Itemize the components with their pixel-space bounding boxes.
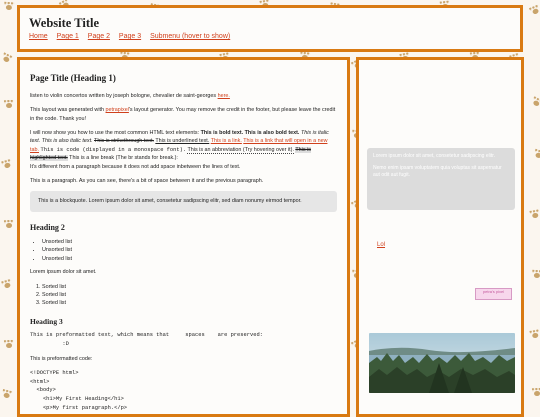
code-text: This is code (displayed in a monospace font). <box>40 146 187 153</box>
credit-text-pre: This layout was generated with <box>30 107 106 114</box>
credit-paragraph <box>30 106 337 123</box>
sidebar-info-box <box>367 148 515 210</box>
violin-link[interactable]: here. <box>217 92 230 99</box>
list-item: 2. Sorted list <box>42 291 337 299</box>
sidebar-box-text-2: Nemo enim ipsam voluptatem quia voluptas sit aspernatur aut odit aut fugit. <box>373 165 502 178</box>
after-break-text: It's different from a paragraph because it does not add space inbetween the lines of text. <box>30 163 241 170</box>
paw-print-icon <box>4 340 14 348</box>
nav-submenu-link[interactable]: Submenu (hover to show) <box>150 33 231 40</box>
paw-print-icon <box>529 4 540 15</box>
paw-print-icon <box>1 52 13 64</box>
landscape-image-svg <box>369 333 515 393</box>
sidebar-box-text-1: Lorem ipsum dolor sit amet, consetetur sadipscing elitr. <box>373 153 495 159</box>
petrapixel-link[interactable]: petrapixel <box>105 107 129 114</box>
nav-home-link[interactable]: Home <box>29 33 48 40</box>
paw-print-icon <box>529 209 540 219</box>
strikethrough-text: This is strikethrough text. <box>94 138 154 145</box>
also-bold-text: This is also bold text. <box>244 130 300 137</box>
also-italic-text: This is also italic text. <box>41 138 93 145</box>
paw-print-icon <box>4 100 14 108</box>
paw-print-icon <box>533 149 540 160</box>
paw-print-icon <box>1 389 13 399</box>
credit-text-post: 's layout generator. You may remove the credit in the footer, but please leave the credit in the code. Thank you! <box>30 107 336 122</box>
site-header <box>17 5 523 52</box>
paw-print-icon <box>1 159 13 169</box>
lorem-text: Lorem ipsum dolor sit amet. <box>30 269 97 276</box>
blockquote: This is a blockquote. Lorem ipsum dolor sit amet, consetetur sadipscing elitr, sed diam nonumy eirmod tempor. <box>30 191 337 211</box>
sidebar-link[interactable]: Lol <box>377 242 386 248</box>
sidebar <box>356 57 524 417</box>
line-break-text: This is a line break (The br stands for break.): <box>69 155 178 162</box>
page-title: Page Title (Heading 1) <box>30 73 116 83</box>
list-item: • Unsorted list <box>42 246 337 254</box>
text-elements-paragraph <box>30 129 337 171</box>
site-title: Website Title <box>29 16 100 30</box>
highlighted-text: This is highlighted text. <box>30 146 311 162</box>
paw-print-icon <box>529 329 540 339</box>
underlined-text: This is underlined text. <box>155 138 210 145</box>
landscape-image <box>369 333 515 393</box>
preformatted-code: <!DOCTYPE html> <html> <body> <h1>My First Heading</h1> <p>My first paragraph.</p> <box>30 369 128 411</box>
nav-page1-link[interactable]: Page 1 <box>56 33 79 40</box>
heading-2: Heading 2 <box>30 222 65 232</box>
preformatted-code-label: This is preformatted code: <box>30 355 93 362</box>
list-item: 1. Sorted list <box>42 283 337 291</box>
paw-print-icon <box>4 220 14 228</box>
paw-print-icon <box>532 270 540 279</box>
list-item: • Unsorted list <box>42 255 337 263</box>
abbreviation-text[interactable]: This is an abbreviation (Try hovering over it). <box>187 146 294 153</box>
unsorted-list <box>30 238 337 263</box>
paw-print-icon <box>4 2 15 11</box>
sample-new-tab-link[interactable]: This is a link that will open in a new tab. <box>30 138 328 153</box>
sample-link[interactable]: This is a link. <box>210 138 242 145</box>
violin-text: listen to violin concertos written by joseph bologne, chevalier de saint-georges <box>30 92 218 99</box>
bold-text: This is bold text. <box>200 130 244 137</box>
paw-print-icon <box>531 96 540 108</box>
sorted-list <box>30 283 337 308</box>
italic-text: This is italic text. <box>30 130 329 145</box>
nav-page2-link[interactable]: Page 2 <box>87 33 110 40</box>
heading-3: Heading 3 <box>30 316 63 326</box>
nav-page3-link[interactable]: Page 3 <box>118 33 142 40</box>
preformatted-text: This is preformatted text, which means that spaces are preserved: :D <box>30 332 263 347</box>
main-navigation <box>29 33 237 40</box>
list-item: 3. Sorted list <box>42 299 337 307</box>
paragraph-demo: This is a paragraph. As you can see, there's a bit of space between it and the previous paragraph. <box>30 177 264 184</box>
paw-print-icon <box>532 388 540 396</box>
list-item: • Unsorted list <box>42 238 337 246</box>
paw-print-icon <box>1 279 13 289</box>
violin-paragraph <box>30 92 337 100</box>
main-content <box>17 57 350 417</box>
petrapixel-badge[interactable]: petra's pixel <box>475 288 512 300</box>
text-elements-intro: I will now show you how to use the most common HTML text elements: <box>30 130 201 137</box>
